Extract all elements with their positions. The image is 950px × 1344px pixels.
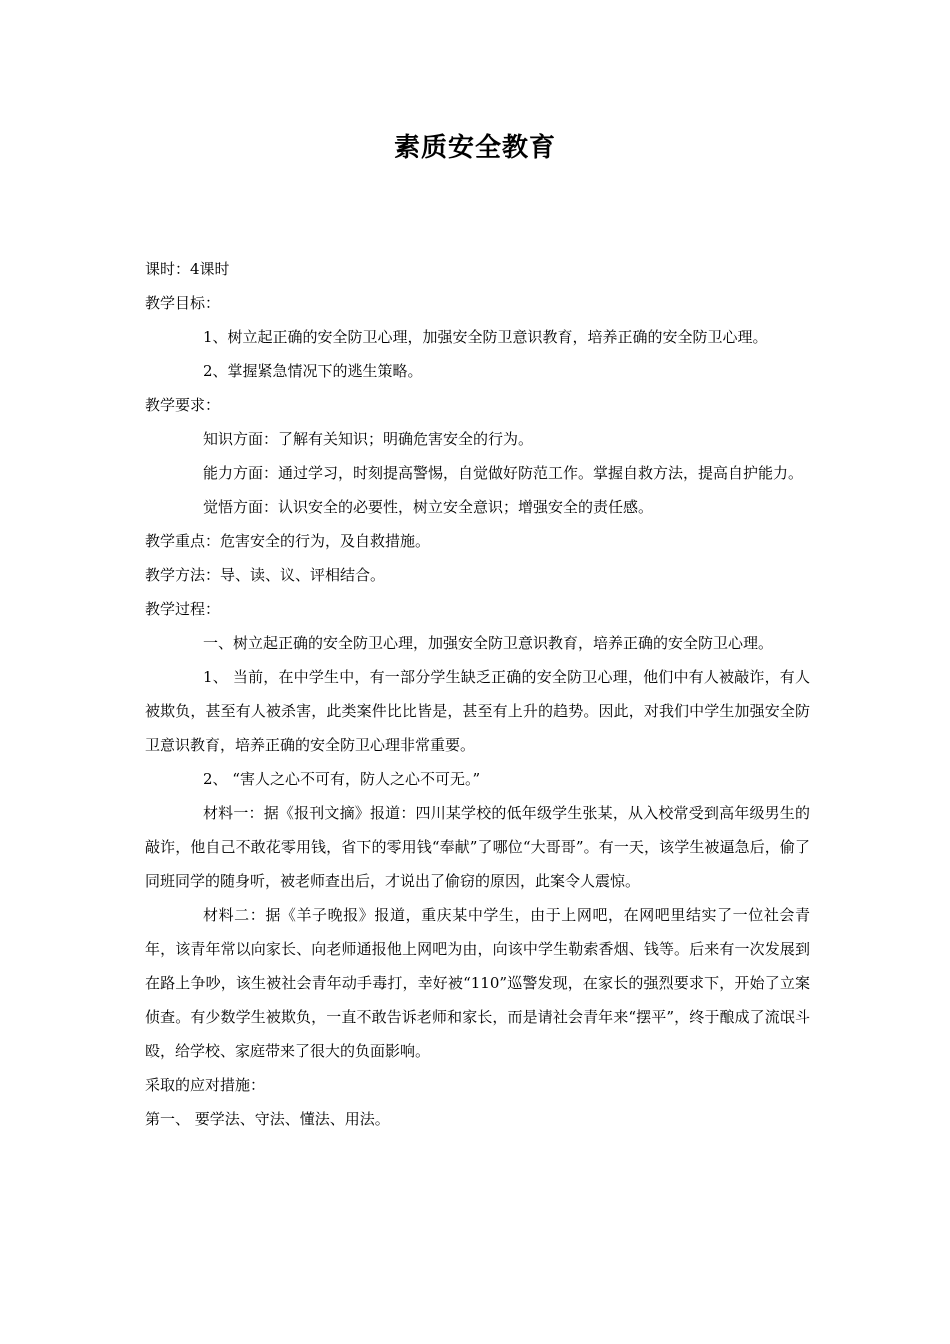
paragraph-teaching-requirements-heading: 教学要求： bbox=[145, 396, 221, 414]
paragraph-point-2: 2、 “害人之心不可有，防人之心不可无。” bbox=[203, 770, 481, 788]
paragraph-measures-heading: 采取的应对措施： bbox=[145, 1076, 266, 1094]
document-title: 素质安全教育 bbox=[393, 133, 556, 163]
paragraph-awareness-aspect: 觉悟方面：认识安全的必要性，树立安全意识；增强安全的责任感。 bbox=[203, 498, 654, 516]
paragraph-ability-aspect: 能力方面：通过学习，时刻提高警惕，自觉做好防范工作。掌握自救方法，提高自护能力。 bbox=[203, 464, 804, 482]
paragraph-measure-1: 第一、 要学法、守法、懂法、用法。 bbox=[145, 1110, 390, 1128]
paragraph-point-1: 1、 当前，在中学生中，有一部分学生缺乏正确的安全防卫心理，他们中有人被敲诈，有人被欺负，甚至有人被杀害，此类案件比比皆是，甚至有上升的趋势。因此，对我们中学生加强安全防卫意识教育，培养正确的安全防卫心理非常重要。 bbox=[145, 668, 810, 754]
paragraph-knowledge-aspect: 知识方面：了解有关知识；明确危害安全的行为。 bbox=[203, 430, 534, 448]
document-body bbox=[145, 252, 810, 1136]
paragraph-goal-2: 2、掌握紧急情况下的逃生策略。 bbox=[203, 362, 423, 380]
paragraph-teaching-focus: 教学重点：危害安全的行为，及自救措施。 bbox=[145, 532, 431, 550]
paragraph-material-2: 材料二：据《羊子晚报》报道，重庆某中学生，由于上网吧，在网吧里结实了一位社会青年，该青年常以向家长、向老师通报他上网吧为由，向该中学生勒索香烟、钱等。后来有一次发展到在路上争吵，该生被社会青年动手毒打，幸好被“110”巡警发现，在家长的强烈要求下，开始了立案侦查。有少数学生被欺负，一直不敢告诉老师和家长，而是请社会青年来“摆平”，终于酿成了流氓斗殴，给学校、家庭带来了很大的负面影响。 bbox=[145, 906, 810, 1060]
paragraph-material-1: 材料一：据《报刊文摘》报道：四川某学校的低年级学生张某，从入校常受到高年级男生的敲诈，他自己不敢花零用钱，省下的零用钱“奉献”了哪位“大哥哥”。有一天，该学生被逼急后，偷了同班同学的随身听，被老师查出后，才说出了偷窃的原因，此案令人震惊。 bbox=[145, 804, 810, 890]
paragraph-teaching-goals-heading: 教学目标： bbox=[145, 294, 221, 312]
paragraph-class-hours: 课时：4课时 bbox=[145, 260, 230, 278]
paragraph-teaching-process-heading: 教学过程： bbox=[145, 600, 221, 618]
paragraph-goal-1: 1、树立起正确的安全防卫心理，加强安全防卫意识教育，培养正确的安全防卫心理。 bbox=[203, 328, 768, 346]
paragraph-teaching-method: 教学方法：导、读、议、评相结合。 bbox=[145, 566, 386, 584]
paragraph-section-1-heading: 一、树立起正确的安全防卫心理，加强安全防卫意识教育，培养正确的安全防卫心理。 bbox=[203, 634, 774, 652]
